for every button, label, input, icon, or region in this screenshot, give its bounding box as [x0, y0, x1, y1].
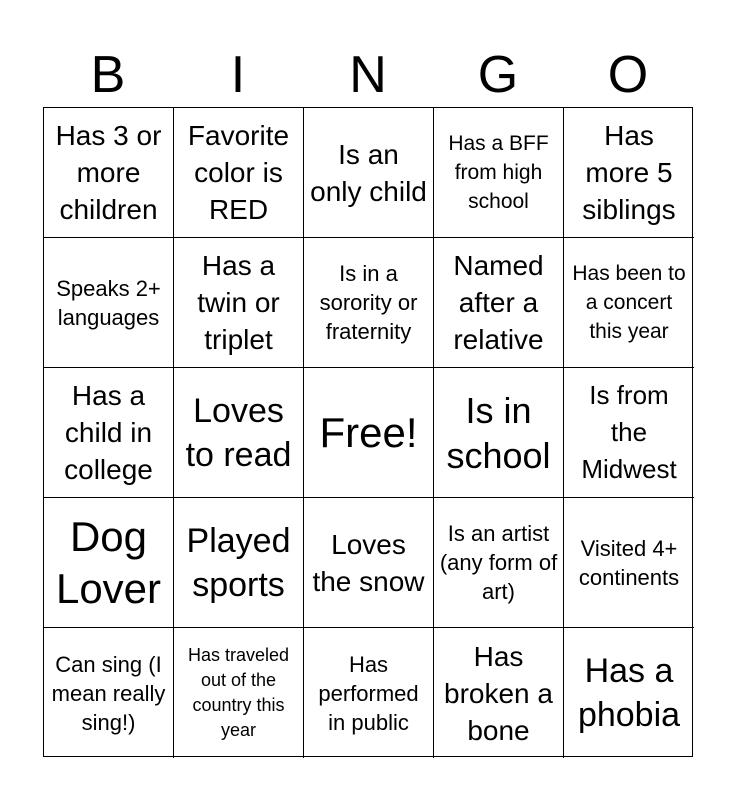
bingo-cell[interactable] [44, 368, 174, 498]
cell-text: Has performed in public [318, 651, 419, 735]
cell-text: Is an only child [310, 138, 427, 207]
bingo-cell[interactable] [434, 238, 564, 368]
cell-text: Has 3 or more children [55, 120, 162, 225]
cell-text: Loves to read [185, 391, 292, 474]
bingo-header [43, 42, 693, 108]
bingo-cell[interactable] [434, 628, 564, 758]
cell-text: Free! [319, 408, 418, 456]
bingo-cell[interactable] [564, 108, 694, 238]
cell-text: Has a child in college [64, 380, 153, 485]
bingo-cell[interactable] [44, 498, 174, 628]
cell-text: Visited 4+ continents [578, 535, 680, 590]
cell-text: Has been to a concert this year [572, 262, 686, 343]
cell-text: Played sports [186, 521, 291, 604]
bingo-cell[interactable] [564, 238, 694, 368]
bingo-cell[interactable] [304, 108, 434, 238]
bingo-cell[interactable] [564, 498, 694, 628]
cell-text: Loves the snow [312, 528, 425, 597]
bingo-cell[interactable] [304, 628, 434, 758]
bingo-cell[interactable] [174, 628, 304, 758]
bingo-cell[interactable] [174, 108, 304, 238]
cell-text: Has a twin or triplet [197, 250, 280, 355]
bingo-cell[interactable] [174, 368, 304, 498]
cell-text: Favorite color is RED [187, 120, 290, 225]
bingo-card-grid [43, 107, 693, 757]
cell-text: Is in a sorority or fraternity [319, 261, 418, 344]
cell-text: Is in school [446, 389, 551, 476]
cell-text: Speaks 2+ languages [56, 275, 161, 330]
cell-text: Dog Lover [55, 512, 162, 612]
header-letter-g: G [477, 46, 519, 104]
bingo-cell[interactable] [44, 628, 174, 758]
bingo-cell[interactable] [434, 498, 564, 628]
bingo-cell[interactable] [174, 498, 304, 628]
cell-text: Can sing (I mean really sing!) [51, 651, 166, 735]
cell-text: Has a phobia [577, 652, 681, 734]
bingo-cell[interactable] [434, 368, 564, 498]
header-letter-o: O [607, 46, 649, 104]
bingo-cell[interactable] [44, 108, 174, 238]
cell-text: Has a BFF from high school [448, 132, 549, 213]
cell-text: Is from the Midwest [581, 380, 677, 484]
bingo-cell-free-space[interactable] [304, 368, 434, 498]
bingo-cell[interactable] [304, 498, 434, 628]
cell-text: Has more 5 siblings [582, 120, 676, 225]
cell-text: Is an artist (any form of art) [439, 521, 558, 604]
bingo-cell[interactable] [304, 238, 434, 368]
bingo-cell[interactable] [564, 628, 694, 758]
cell-text: Has broken a bone [444, 640, 553, 746]
bingo-cell[interactable] [564, 368, 694, 498]
header-letter-i: I [230, 46, 246, 104]
bingo-cell[interactable] [174, 238, 304, 368]
bingo-cell[interactable] [434, 108, 564, 238]
cell-text: Has traveled out of the country this year [187, 645, 290, 740]
bingo-cell[interactable] [44, 238, 174, 368]
header-letter-n: N [349, 46, 387, 104]
cell-text: Named after a relative [453, 250, 544, 355]
header-letter-b: B [90, 46, 126, 104]
